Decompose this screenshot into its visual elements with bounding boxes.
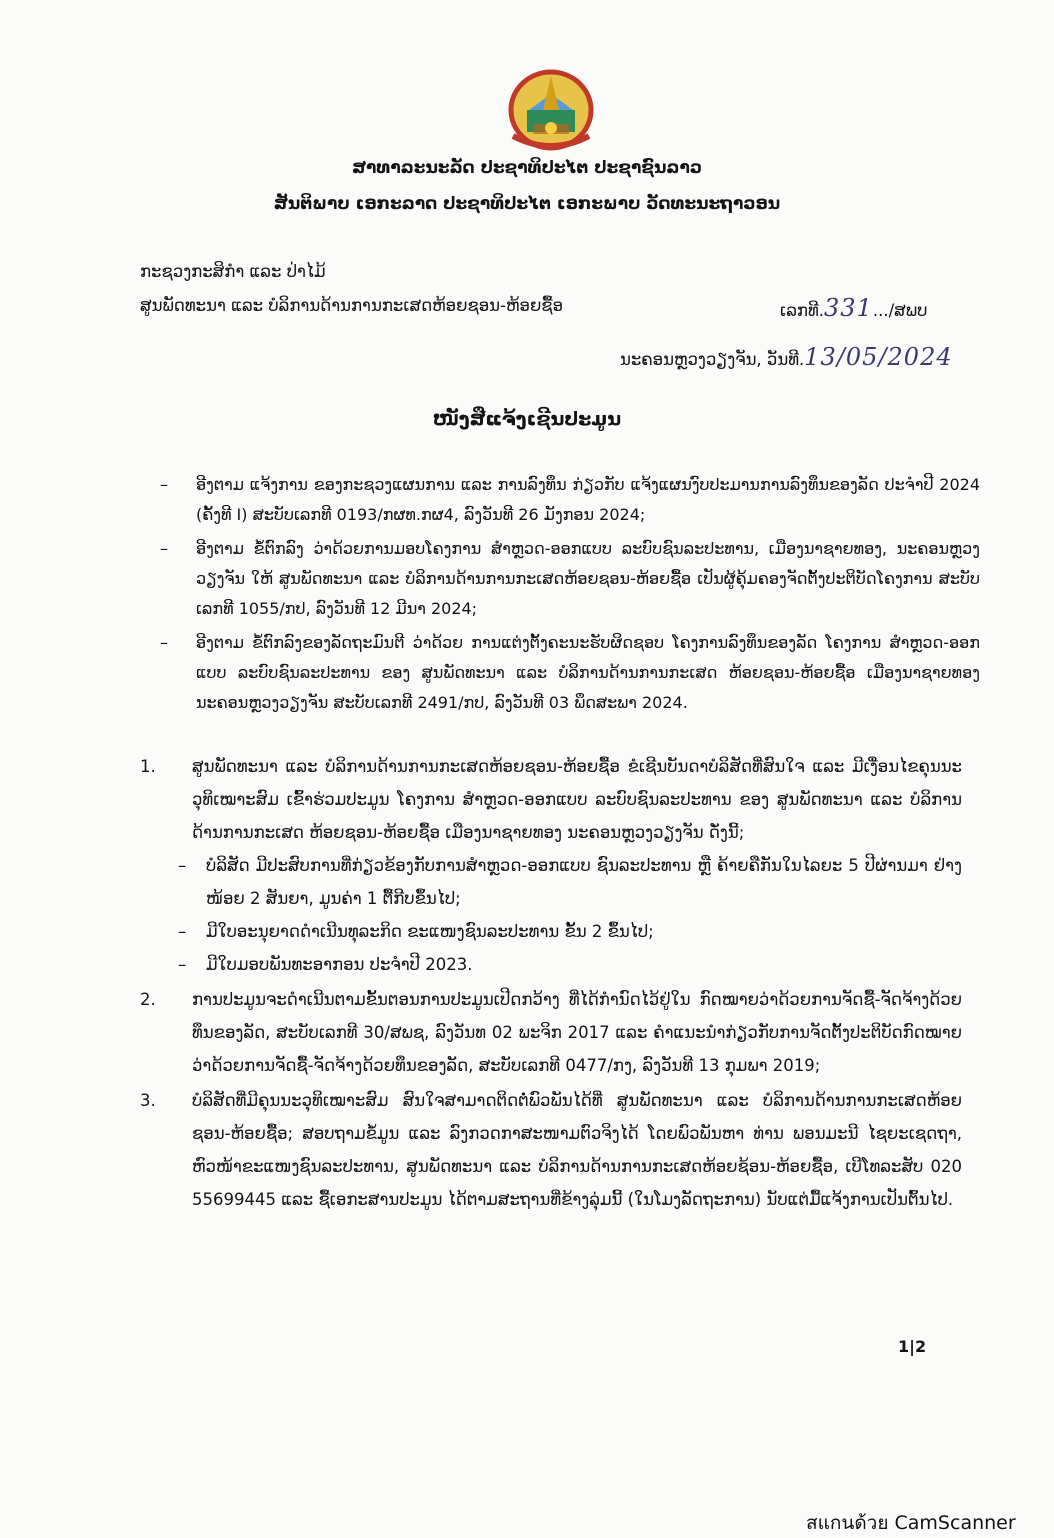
item-number: 1.	[140, 757, 156, 776]
place-date	[620, 343, 953, 371]
reference-text: ອີງຕາມ ຂໍ້ຕົກລົງ ວ່າດ້ວຍການມອບໂຄງການ ສຳຫຼວດ-ອອກແບບ ລະບົບຊົນລະປະທານ, ເມືອງນາຊາຍທອງ, ນະຄອນຫຼວງວຽງຈັນ ໃຫ້ ສູນພັດທະນາ ແລະ ບໍລິການດ້ານການກະເສດຫ້ອຍຊອນ-ຫ້ອຍຊື້ອ ເປັນຜູ້ຄຸ້ມຄອງຈັດຕັ້ງປະຕິບັດໂຄງການ ສະບັບເລກທີ 1055/ກປ, ລົງວັນທີ 12 ມີນາ 2024;	[196, 539, 980, 618]
numbered-items	[140, 750, 962, 1218]
number-label: ເລກທີ.	[780, 301, 825, 320]
item-text: ສູນພັດທະນາ ແລະ ບໍລິການດ້ານການກະເສດຫ້ອຍຊອນ-ຫ້ອຍຊື້ອ ຂໍເຊີນບັນດາບໍລິສັດທີ່ສົນໃຈ ແລະ ມີເງື່ອນໄຂຄຸນນະວຸທິເໝາະສົມ ເຂົ້າຮ່ວມປະມູນ ໂຄງການ ສຳຫຼວດ-ອອກແບບ ລະບົບຊົນລະປະທານ ຂອງ ສູນພັດທະນາ ແລະ ບໍລິການດ້ານການກະເສດ ຫ້ອຍຊອນ-ຫ້ອຍຊື້ອ ເມືອງນາຊາຍທອງ ນະຄອນຫຼວງວຽງຈັນ ດັ່ງນີ້;	[192, 757, 962, 842]
dash-bullet: –	[160, 475, 168, 494]
reference-text: ອີງຕາມ ແຈ້ງການ ຂອງກະຊວງແຜນການ ແລະ ການລົງທຶນ ກ່ຽວກັບ ແຈ້ງແຜນງົບປະມານການລົງທຶນຂອງລັດ ປະຈຳປີ 2024 (ຄັ້ງທີ I) ສະບັບເລກທີ 0193/ກຜທ.ກຜ4, ລົງວັນທີ 26 ມັງກອນ 2024;	[196, 475, 980, 524]
reference-item	[160, 470, 980, 530]
item-number: 2.	[140, 990, 156, 1009]
requirement-text: ມີໃບມອບພັນທະອາກອນ ປະຈຳປີ 2023.	[206, 955, 473, 974]
number-handwritten: 331	[824, 294, 873, 322]
dash-bullet: –	[178, 922, 187, 941]
item-text: ການປະມູນຈະດຳເນີນຕາມຂັ້ນຕອນການປະມູນເປີດກວ້າງ ທີ່ໄດ້ກຳນົດໄວ້ຢູ່ໃນ ກົດໝາຍວ່າດ້ວຍການຈັດຊື້-ຈັດຈ້າງດ້ວຍທຶນຂອງລັດ, ສະບັບເລກທີ 30/ສພຊ, ລົງວັນທ 02 ພະຈິກ 2017 ແລະ ຄຳແນະນຳກ່ຽວກັບການຈັດຕັ້ງປະຕິບັດກົດໝາຍວ່າດ້ວຍການຈັດຊື້-ຈັດຈ້າງດ້ວຍທຶນຂອງລັດ, ສະບັບເລກທີ 0477/ກງ, ລົງວັນທີ 13 ກຸມພາ 2019;	[192, 990, 962, 1075]
number-suffix: .../ສພບ	[872, 301, 928, 320]
requirement-item	[178, 948, 962, 981]
reference-item	[160, 628, 980, 718]
document-title: ໜັງສືແຈ້ງເຊີນປະມູນ	[432, 408, 622, 430]
center-name: ສູນພັດທະນາ ແລະ ບໍລິການດ້ານການກະເສດຫ້ອຍຊອນ-ຫ້ອຍຊື້ອ	[140, 296, 564, 315]
legal-references	[160, 470, 980, 722]
requirement-item	[178, 915, 962, 948]
date-handwritten: 13/05/2024	[804, 343, 953, 371]
scanner-watermark: สแกนด้วย CamScanner	[806, 1512, 1016, 1534]
requirement-text: ມີໃບອະນຸຍາດດຳເນີນທຸລະກິດ ຂະແໜງຊົນລະປະທານ ຂັ້ນ 2 ຂຶ້ນໄປ;	[206, 922, 654, 941]
country-name: ສາທາລະນະລັດ ປະຊາທິປະໄຕ ປະຊາຊົນລາວ	[352, 158, 702, 178]
dash-bullet: –	[178, 955, 187, 974]
numbered-item	[140, 1084, 962, 1216]
requirement-item	[178, 849, 962, 915]
requirements-list	[178, 849, 962, 981]
ministry-name: ກະຊວງກະສິກຳ ແລະ ປ່າໄມ້	[140, 262, 326, 281]
document-number	[780, 294, 927, 322]
page-number: 1|2	[898, 1337, 927, 1356]
national-motto: ສັນຕິພາບ ເອກະລາດ ປະຊາທິປະໄຕ ເອກະພາບ ວັດທະນະຖາວອນ	[273, 194, 781, 214]
national-emblem	[503, 64, 599, 154]
dash-bullet: –	[178, 856, 187, 875]
dash-bullet: –	[160, 633, 168, 652]
item-text: ບໍລິສັດທີ່ມີຄຸນນະວຸທິເໝາະສົມ ສົນໃຈສາມາດຕິດຕໍ່ພົວພັນໄດ້ທີ່ ສູນພັດທະນາ ແລະ ບໍລິການດ້ານການກະເສດຫ້ອຍຊອນ-ຫ້ອຍຊື້ອ; ສອບຖາມຂໍ້ມູນ ແລະ ລົງກວດກາສະໜາມຕົວຈິງໄດ້ ໂດຍພົວພັນຫາ ທ່ານ ພອນມະນີ ໄຊຍະເຊດຖາ, ຫົວໜ້າຂະແໜງຊົນລະປະທານ, ສູນພັດທະນາ ແລະ ບໍລິການດ້ານການກະເສດຫ້ອຍຊ້ອນ-ຫ້ອຍຊື້ອ, ເບີໂທລະສັບ 020 55699445 ແລະ ຊື້ເອກະສານປະມູນ ໄດ້ຕາມສະຖານທີ່ຂ້າງລຸ່ມນີ້ (ໃນໂມງລັດຖະການ) ນັບແຕ່ມື້ແຈ້ງການເປັນຕົ້ນໄປ.	[192, 1091, 962, 1209]
dash-bullet: –	[160, 539, 168, 558]
reference-text: ອີງຕາມ ຂໍ້ຕົກລົງຂອງລັດຖະມົນຕີ ວ່າດ້ວຍ ການແຕ່ງຕັ້ງຄະນະຮັບຜິດຊອບ ໂຄງການລົງທຶນຂອງລັດ ໂຄງການ ສຳຫຼວດ-ອອກແບບ ລະບົບຊົນລະປະທານ ຂອງ ສູນພັດທະນາ ແລະ ບໍລິການດ້ານການກະເສດ ຫ້ອຍຊອນ-ຫ້ອຍຊື້ອ ເມືອງນາຊາຍທອງ ນະຄອນຫຼວງວຽງຈັນ ສະບັບເລກທີ 2491/ກປ, ລົງວັນທີ 03 ພຶດສະພາ 2024.	[196, 633, 980, 712]
numbered-item	[140, 983, 962, 1082]
place-label: ນະຄອນຫຼວງວຽງຈັນ, ວັນທີ.	[620, 350, 805, 369]
requirement-text: ບໍລິສັດ ມີປະສົບການທີ່ກ່ຽວຂ້ອງກັບການສຳຫຼວດ-ອອກແບບ ຊົນລະປະທານ ຫຼື ຄ້າຍຄືກັນໃນໄລຍະ 5 ປີຜ່ານມາ ຢ່າງໜ້ອຍ 2 ສັນຍາ, ມູນຄ່າ 1 ຕື້ກີບຂຶ້ນໄປ;	[206, 856, 962, 908]
numbered-item	[140, 750, 962, 981]
reference-item	[160, 534, 980, 624]
item-number: 3.	[140, 1091, 156, 1110]
